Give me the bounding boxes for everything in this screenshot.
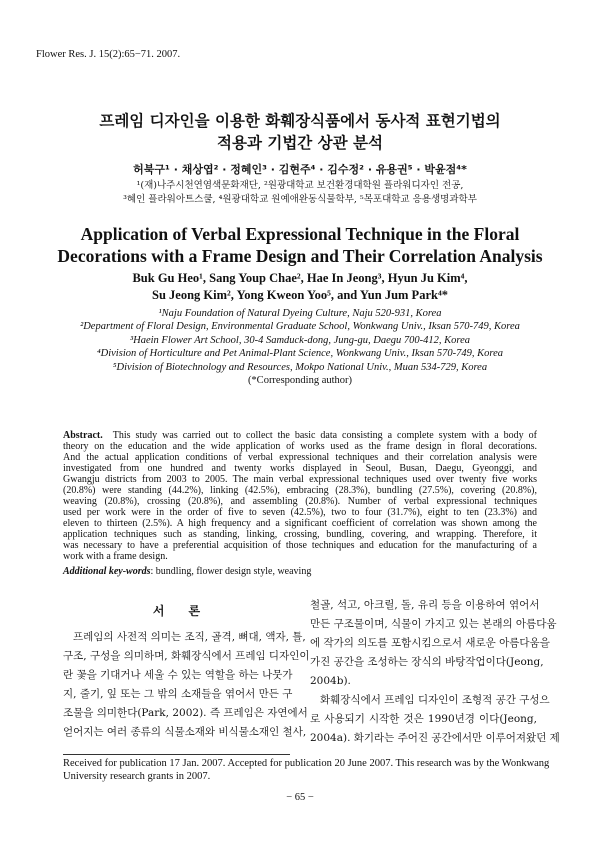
english-affiliation: ²Department of Floral Design, Environmental Graduate School, Wonkwang Univ., Iksan 570-749, Korea [80, 321, 520, 333]
body-line: 프레임의 사전적 의미는 조직, 골격, 뼈대, 액자, 틀, [73, 631, 306, 643]
korean-affiliation: ³혜인 플라워아트스쿨, ⁴원광대학교 원예애완동식물학부, ⁵목포대학교 응용생명과학부 [123, 194, 477, 205]
corresponding-author-note: (*Corresponding author) [247, 375, 353, 387]
english-affiliation: ¹Naju Foundation of Natural Dyeing Culture, Naju 520-931, Korea [158, 308, 442, 319]
abstract-text: This study was carried out to collect the basic data consisting a complete system with a body of [112, 430, 537, 441]
footnote-line: University research grants in 2007. [63, 771, 211, 782]
keywords [63, 566, 311, 578]
section-title-introduction: 서 론 [152, 604, 201, 618]
body-line: 철골, 석고, 아크릴, 돌, 유리 등을 이용하여 엮어서 [310, 599, 540, 611]
body-right-column [310, 596, 560, 748]
body-line: 얻어지는 여러 종류의 식물소재와 비식물소재인 철사, [63, 726, 307, 738]
abstract-line: investigated from one hundred and twenty works displayed in Seoul, Busan, Daegu, Gyeonggi, and [63, 463, 537, 474]
body-line: 지, 줄기, 잎 또는 그 밖의 소재들을 엮어서 만든 구 [63, 688, 293, 700]
korean-title [0, 110, 600, 154]
abstract-line: work with a frame design. [63, 551, 168, 562]
body-line: 란 꽃을 기대거나 세울 수 있는 역할을 하는 나뭇가 [63, 669, 293, 681]
english-affiliation: ³Haein Flower Art School, 30-4 Samduck-dong, Jung-gu, Daegu 700-412, Korea [130, 334, 470, 346]
english-author-line: Su Jeong Kim², Yong Kweon Yoo⁵, and Yun Jum Park⁴* [152, 288, 448, 302]
body-line: 화훼장식에서 프레임 디자인이 조형적 공간 구성으 [320, 694, 550, 706]
english-affiliations [0, 307, 600, 387]
body-line: 가진 공간을 조성하는 장식의 바탕작업이다(Jeong, [310, 656, 544, 668]
abstract-label: Abstract. [63, 430, 103, 441]
korean-title-line: 적용과 기법간 상관 분석 [217, 134, 383, 152]
body-line: 2004b). [310, 675, 351, 687]
english-authors [0, 270, 600, 304]
body-line: 로 사용되기 시작한 것은 1990년경 이다(Jeong, [310, 713, 537, 725]
english-title-line: Application of Verbal Expressional Technique in the Floral [80, 224, 520, 244]
abstract-line [63, 430, 537, 441]
body-line: 조물을 의미한다(Park, 2002). 즉 프레임은 자연에서 [63, 707, 308, 719]
korean-affiliations [0, 179, 600, 207]
body-line: 에 작가의 의도를 포함시킴으로서 새로운 아름다움을 [310, 637, 550, 649]
english-title [0, 223, 600, 267]
korean-affiliation: ¹(재)나주시천연염색문화재단, ²원광대학교 보건환경대학원 플라워디자인 전공, [136, 180, 464, 191]
keywords-list: : bundling, flower design style, weaving [150, 566, 312, 577]
journal-citation: Flower Res. J. 15(2):65−71. 2007. [36, 49, 181, 60]
abstract-line: theory on the education and the wide application of works used as the frame design in floral decorations. [63, 441, 537, 452]
abstract-line: (20.8%) were standing (44.2%), linking (42.5%), embracing (28.3%), bundling (27.5%), covering (20.8%), [63, 485, 537, 496]
abstract-line: used per work were in the order of five to seven (42.5%), two to four (31.7%), eight to ten (23.3%) and [63, 507, 537, 518]
korean-authors: 허북구¹ · 채상엽² · 정혜인³ · 김현주⁴ · 김수정² · 유용권⁵ · 박윤점⁴* [133, 163, 467, 176]
keywords-label: Additional key-words [63, 566, 151, 577]
abstract-line: eleven to thirteen (2.5%). A high frequency and a significant coefficient of correlation was shown among the [63, 518, 537, 529]
footnote [63, 757, 550, 783]
footnote-rule [63, 754, 290, 755]
abstract-line: Gwangju districts from 2003 to 2005. The main verbal expressional techniques used over twenty five works [63, 474, 537, 485]
abstract-line: weaving (20.8%), crossing (20.8%), and assembling (20.8%). Number of verbal expressional techniques [63, 496, 537, 507]
english-affiliation: ⁵Division of Biotechnology and Resources, Mokpo National Univ., Muan 534-729, Korea [112, 361, 488, 373]
abstract-line: And the actual application conditions of verbal expressional techniques and their correlation analysis were [63, 452, 537, 463]
body-line: 구조, 구성을 의미하며, 화훼장식에서 프레임 디자인이 [63, 650, 310, 662]
english-author-line: Buk Gu Heo¹, Sang Youp Chae², Hae In Jeong³, Hyun Ju Kim⁴, [132, 271, 468, 285]
body-left-column [63, 628, 310, 742]
abstract [63, 430, 537, 562]
page-number: − 65 − [286, 792, 314, 803]
english-title-line: Decorations with a Frame Design and Their Correlation Analysis [57, 246, 543, 266]
body-line: 만든 구조물이며, 식물이 가지고 있는 본래의 아름다움 [310, 618, 557, 630]
footnote-line: Received for publication 17 Jan. 2007. Accepted for publication 20 June 2007. This research was by the Wonkwang [63, 758, 550, 769]
body-line: 2004a). 화기라는 주어진 공간에서만 이루어져왔던 제 [310, 732, 560, 744]
abstract-line: was necessary to have a preferential acquisition of those techniques and education for the manufacturing of a [63, 540, 537, 551]
abstract-line: application techniques such as standing, linking, crossing, bundling, covering, and wrapping. Therefore, it [63, 529, 537, 540]
korean-title-line: 프레임 디자인을 이용한 화훼장식품에서 동사적 표현기법의 [99, 112, 501, 130]
english-affiliation: ⁴Division of Horticulture and Pet Animal-Plant Science, Wonkwang Univ., Iksan 570-749, Korea [97, 348, 503, 360]
